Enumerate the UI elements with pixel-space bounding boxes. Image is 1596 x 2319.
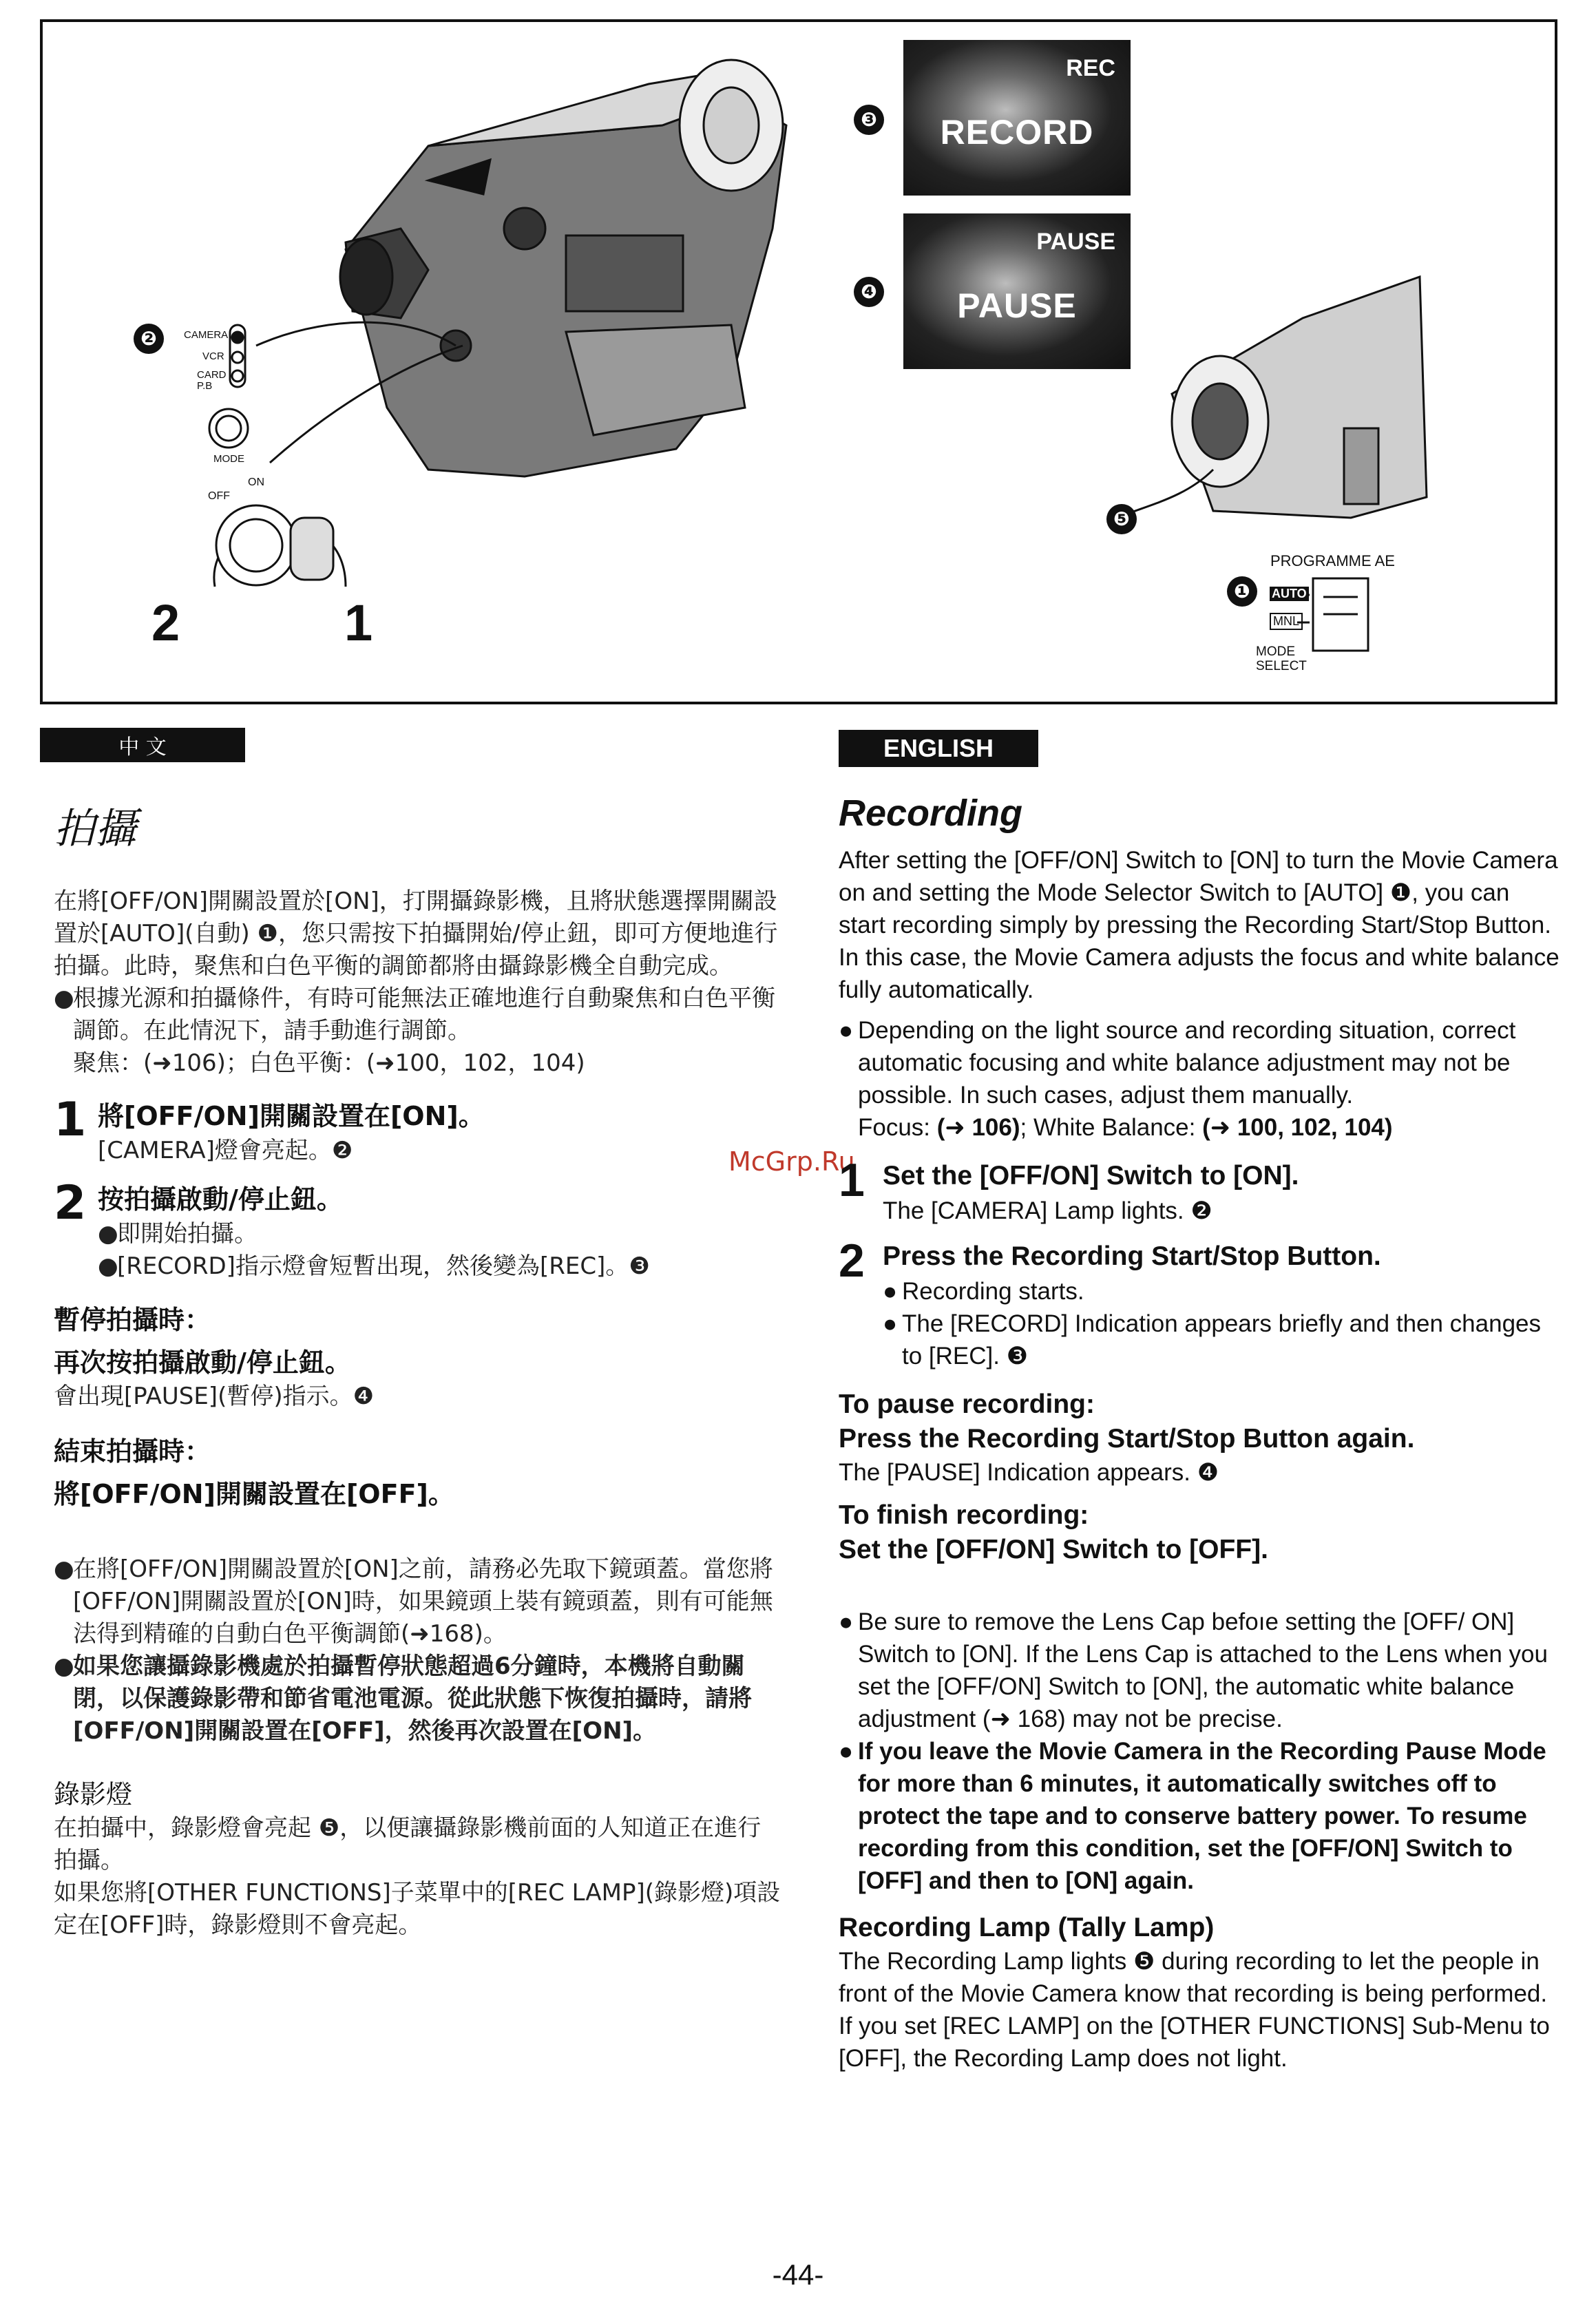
bullet: ● [54, 985, 74, 1012]
en-pause-heading-2: Press the Recording Start/Stop Button again. [839, 1424, 1415, 1454]
zh-finish-heading: 結束拍攝時： [54, 1436, 211, 1467]
callout-4: ❹ [854, 277, 884, 307]
zh-intro: 在將[OFF/ON]開關設置於[ON]，打開攝錄影機，且將狀態選擇開關設置於[AUTO](自動) ❶，您只需按下拍攝開始/停止鈕，即可方便地進行拍攝。此時，聚焦和白色平衡的調節都將由攝錄影機全自動完成。 [54, 888, 778, 980]
callout-1: ❶ [1227, 576, 1257, 607]
camcorder-illustration [43, 22, 1555, 702]
zh-pause-heading: 暫停拍攝時： [54, 1305, 211, 1335]
label-card-pb: CARD P.B [197, 369, 227, 392]
zh-note-2-text: 在將[OFF/ON]開關設置於[ON]之前，請務必先取下鏡頭蓋。當您將[OFF/ON]開關設置於[ON]時，如果鏡頭上裝有鏡頭蓋，則有可能無法得到精確的自動白色平衡調節(➜168)。 [73, 1555, 773, 1648]
zh-pause-heading-2: 再次按拍攝啟動/停止鈕。 [54, 1347, 351, 1378]
en-step-2-num: 2 [839, 1235, 865, 1287]
zh-step-1-sub: [CAMERA]燈會亮起。❷ [98, 1137, 353, 1164]
en-step-2-b2-text: The [RECORD] Indication appears briefly and then changes to [REC]. ❸ [902, 1310, 1542, 1370]
en-step-2-b1 [883, 1275, 1562, 1308]
zh-step-2-b1-text: 即開始拍攝。 [117, 1220, 258, 1248]
callout-5: ❺ [1106, 504, 1137, 534]
en-finish-heading-2: Set the [OFF/ON] Switch to [OFF]. [839, 1535, 1268, 1564]
en-refs-wb-pages: (➜ 100, 102, 104) [1202, 1114, 1393, 1141]
label-on: ON [248, 476, 264, 488]
en-note-2-text: Be sure to remove the Lens Cap befoıe setting the [OFF/ ON] Switch to [ON]. If the Lens Cap is attached to the Lens when you set the [OFF/ON] Switch to [ON], the automatic white balance adjustment (➜ 168) may not be precise. [858, 1608, 1548, 1732]
en-step-1-body [883, 1157, 1562, 1227]
screen-record [903, 40, 1131, 196]
chinese-column [54, 792, 784, 1942]
english-column [839, 792, 1562, 2075]
bullet: ● [839, 1608, 854, 1635]
en-step-2-body [883, 1238, 1562, 1372]
zh-step-1 [54, 1093, 784, 1167]
zh-lamp-text-2: 如果您將[OTHER FUNCTIONS]子菜單中的[REC LAMP](錄影燈)項設定在[OFF]時，錄影燈則不會亮起。 [54, 1879, 781, 1939]
zh-note-text: 根據光源和拍攝條件，有時可能無法正確地進行自動聚焦和白色平衡調節。在此情況下，請手動進行調節。 [73, 985, 775, 1045]
pause-indicator: PAUSE [957, 286, 1077, 325]
zh-step-2-num: 2 [54, 1176, 87, 1230]
pause-corner-indicator: PAUSE [1036, 229, 1115, 255]
figure-step-2: 2 [151, 594, 180, 651]
label-mode: MODE [213, 453, 244, 465]
rec-indicator: REC [1066, 55, 1115, 81]
en-step-2-b1-text: Recording starts. [902, 1278, 1084, 1305]
figure-step-1: 1 [344, 594, 373, 651]
bullet: ● [54, 1555, 74, 1583]
zh-step-2-body [98, 1181, 784, 1283]
en-note-3 [839, 1735, 1562, 1897]
en-lamp-text-1: The Recording Lamp lights ❺ during recording to let the people in front of the Movie Camera know that recording is being performed. [839, 1948, 1548, 2007]
zh-step-2-b1 [98, 1218, 784, 1250]
label-auto: AUTO [1270, 587, 1309, 601]
zh-note [54, 983, 784, 1047]
en-note-2 [839, 1606, 1562, 1735]
zh-step-1-num: 1 [54, 1093, 87, 1147]
zh-note-3 [54, 1650, 784, 1748]
zh-refs: 聚焦：(➜106)；白色平衡：(➜100，102，104) [73, 1049, 585, 1077]
bullet: ● [54, 1652, 74, 1680]
label-mnl: MNL [1270, 613, 1303, 630]
label-off: OFF [208, 490, 230, 502]
zh-step-2-head: 按拍攝啟動/停止鈕。 [98, 1184, 343, 1215]
en-step-2-head: Press the Recording Start/Stop Button. [883, 1241, 1381, 1271]
en-pause-heading: To pause recording: [839, 1389, 1095, 1419]
en-refs [839, 1111, 1562, 1144]
label-vcr: VCR [202, 350, 224, 362]
lang-header-zh: 中 文 [40, 728, 245, 762]
callout-3: ❸ [854, 105, 884, 135]
zh-title: 拍攝 [54, 805, 136, 853]
en-step-1 [839, 1154, 1562, 1227]
en-step-1-num: 1 [839, 1154, 865, 1206]
zh-step-2-b2 [98, 1250, 784, 1283]
bullet: ● [98, 1220, 118, 1248]
en-finish-heading: To finish recording: [839, 1500, 1089, 1530]
zh-step-2-b2-text: [RECORD]指示燈會短暫出現，然後變為[REC]。❸ [117, 1252, 650, 1280]
label-mode-select: MODE SELECT [1256, 644, 1307, 673]
zh-lamp-heading: 錄影燈 [54, 1779, 133, 1809]
zh-pause-text: 會出現[PAUSE](暫停)指示。❹ [54, 1383, 375, 1410]
bullet: ● [98, 1252, 118, 1280]
label-programme-ae: PROGRAMME AE [1270, 552, 1395, 569]
bullet: ● [839, 1738, 854, 1765]
page-number: -44- [772, 2258, 824, 2291]
bullet: ● [839, 1017, 854, 1044]
en-pause-text: The [PAUSE] Indication appears. ❹ [839, 1459, 1219, 1486]
bullet: ● [883, 1278, 898, 1305]
record-indicator: RECORD [940, 113, 1094, 151]
zh-note-3-text: 如果您讓攝錄影機處於拍攝暫停狀態超過6分鐘時，本機將自動關閉，以保護錄影帶和節省電池電源。從此狀態下恢復拍攝時，請將[OFF/ON]開關設置在[OFF]，然後再次設置在[ON]。 [73, 1652, 752, 1745]
watermark: McGrp.Ru [728, 1146, 855, 1177]
en-step-2-b2 [883, 1308, 1562, 1372]
zh-note-2 [54, 1553, 784, 1650]
en-refs-wb: ; White Balance: [1020, 1114, 1203, 1141]
bullet: ● [883, 1310, 898, 1337]
zh-step-2 [54, 1176, 784, 1283]
en-note-text: Depending on the light source and recording situation, correct automatic focusing and white balance adjustment may not be possible. In such cases, adjust them manually. [858, 1017, 1516, 1109]
en-lamp-heading: Recording Lamp (Tally Lamp) [839, 1913, 1215, 1942]
zh-lamp-text-1: 在拍攝中，錄影燈會亮起 ❺，以便讓攝錄影機前面的人知道正在進行拍攝。 [54, 1814, 762, 1874]
lang-header-en: ENGLISH [839, 730, 1038, 767]
en-intro: After setting the [OFF/ON] Switch to [ON] to turn the Movie Camera on and setting the Mode Selector Switch to [AUTO] ❶, you can start recording simply by pressing the Recording Start/Stop Button. In this case, the Movie Camera adjusts the focus and white balance fully automatically. [839, 847, 1560, 1003]
en-note [839, 1014, 1562, 1111]
en-lamp-text-2: If you set [REC LAMP] on the [OTHER FUNCTIONS] Sub-Menu to [OFF], the Recording Lamp does not light. [839, 2013, 1550, 2072]
en-refs-focus: Focus: [858, 1114, 937, 1141]
en-step-1-sub: The [CAMERA] Lamp lights. ❷ [883, 1197, 1212, 1224]
en-note-3-text: If you leave the Movie Camera in the Recording Pause Mode for more than 6 minutes, it automatically switches off to protect the tape and to conserve battery power. To resume recording from this condition, set the [OFF/ON] Switch to [OFF] and then to [ON] again. [858, 1738, 1546, 1894]
en-title: Recording [839, 793, 1023, 834]
en-step-1-head: Set the [OFF/ON] Switch to [ON]. [883, 1161, 1299, 1190]
zh-step-1-head: 將[OFF/ON]開關設置在[ON]。 [98, 1101, 485, 1131]
illustration-panel [40, 19, 1557, 704]
en-step-2 [839, 1235, 1562, 1372]
callout-2: ❷ [134, 324, 164, 354]
screen-pause [903, 213, 1131, 369]
zh-finish-heading-2: 將[OFF/ON]開關設置在[OFF]。 [54, 1479, 454, 1509]
zh-step-1-body [98, 1098, 784, 1167]
label-camera: CAMERA [184, 329, 229, 341]
en-refs-focus-page: (➜ 106) [936, 1114, 1020, 1141]
